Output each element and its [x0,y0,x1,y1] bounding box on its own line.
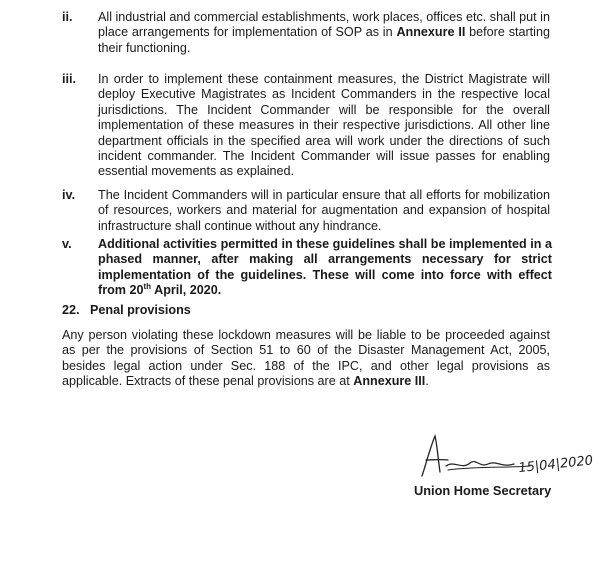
paragraph-text-part: . [425,374,429,389]
signer-title: Union Home Secretary [414,483,552,498]
item-text: The Incident Commanders will in particular ensure that all efforts for mobilization of resources, workers and material for augmentation and expansion of hospital infrastructure shall continue without any hindrance. [98,188,550,233]
item-number: iv. [62,188,76,202]
item-text-part: before starting their functioning. [98,25,550,55]
section-number: 22. [62,303,80,317]
item-number: iii. [62,72,76,86]
ordinal-suffix: th [143,282,152,292]
handwritten-date: 15|04|2020 [517,453,594,477]
section-heading [62,303,191,318]
item-number: v. [62,237,72,251]
annexure-reference: Annexure III [353,374,426,389]
item-text-part: Additional activities permitted in these guidelines shall be implemented in a phased manner, after making all arrangements necessary for strict implementation of the guidelines. These will come into force with effect from 20 [98,237,552,298]
paragraph-text-part: Any person violating these lockdown measures will be liable to be proceeded against as per the provisions of Section 51 to 60 of the Disaster Management Act, 2005, besides legal action under Sec. 188 of the IPC, and other legal provisions as applicable. Extracts of these penal provisions are at [62,328,550,389]
annexure-reference: Annexure II [396,25,466,40]
handwritten-signature [418,430,608,480]
item-text [98,237,552,299]
item-text [98,10,550,56]
item-text-part: April, 2020. [151,283,222,298]
item-number: ii. [62,10,73,24]
section-title: Penal provisions [90,303,191,317]
item-text: In order to implement these containment measures, the District Magistrate will deploy Executive Magistrates as Incident Commanders in the respective local jurisdictions. The Incident Commander will be responsible for the overall implementation of these measures in their respective jurisdictions. All other line department officials in the specified area will work under the directions of such incident commander. The Incident Commander will issue passes for enabling essential movements as explained. [98,72,550,179]
item-text-part: All industrial and commercial establishments, work places, offices etc. shall put in place arrangements for implementation of SOP as in [98,10,550,40]
section-paragraph [62,328,550,390]
